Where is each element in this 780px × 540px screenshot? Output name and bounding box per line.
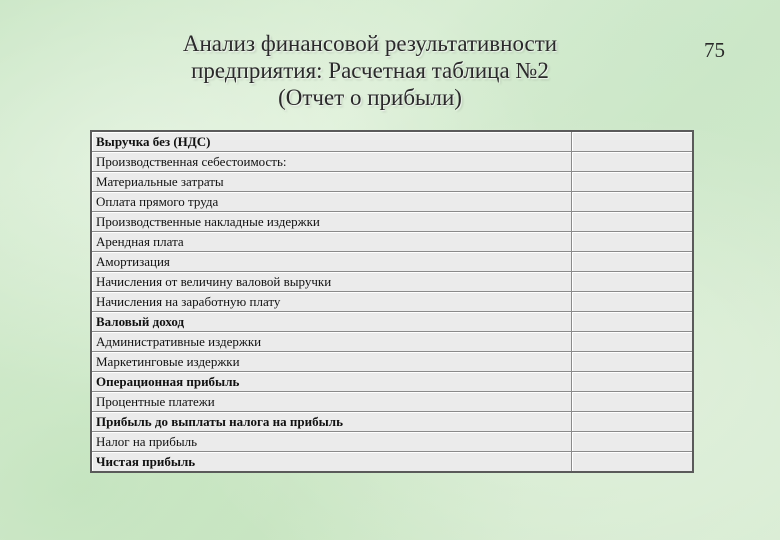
row-value-cell — [572, 332, 694, 352]
table-row — [91, 332, 693, 352]
table-row — [91, 192, 693, 212]
table-row — [91, 292, 693, 312]
table-row — [91, 131, 693, 152]
row-value-cell — [572, 212, 694, 232]
row-value-cell — [572, 352, 694, 372]
row-label: Маркетинговые издержки — [91, 352, 572, 372]
row-value-cell — [572, 172, 694, 192]
income-statement-table — [90, 130, 694, 473]
table-row — [91, 432, 693, 452]
table-row — [91, 412, 693, 432]
row-label: Производственная себестоимость: — [91, 152, 572, 172]
table-row — [91, 152, 693, 172]
row-label: Операционная прибыль — [91, 372, 572, 392]
row-label: Чистая прибыль — [91, 452, 572, 473]
row-label: Процентные платежи — [91, 392, 572, 412]
table-row — [91, 212, 693, 232]
title-line-1: Анализ финансовой результативности — [182, 31, 558, 56]
table-row — [91, 172, 693, 192]
row-label: Материальные затраты — [91, 172, 572, 192]
row-label: Амортизация — [91, 252, 572, 272]
table-row — [91, 392, 693, 412]
row-value-cell — [572, 292, 694, 312]
row-label: Оплата прямого труда — [91, 192, 572, 212]
row-value-cell — [572, 131, 694, 152]
table-row — [91, 312, 693, 332]
table-body — [91, 131, 693, 472]
row-label: Производственные накладные издержки — [91, 212, 572, 232]
row-label: Налог на прибыль — [91, 432, 572, 452]
row-value-cell — [572, 412, 694, 432]
row-label: Выручка без (НДС) — [91, 131, 572, 152]
slide-title — [120, 30, 620, 111]
table-row — [91, 272, 693, 292]
row-value-cell — [572, 372, 694, 392]
row-value-cell — [572, 432, 694, 452]
page-number: 75 — [704, 38, 725, 62]
table-row — [91, 352, 693, 372]
row-value-cell — [572, 252, 694, 272]
row-label: Административные издержки — [91, 332, 572, 352]
row-value-cell — [572, 312, 694, 332]
row-value-cell — [572, 192, 694, 212]
title-line-2: предприятия: Расчетная таблица №2 — [191, 58, 549, 83]
row-label: Валовый доход — [91, 312, 572, 332]
row-value-cell — [572, 152, 694, 172]
row-value-cell — [572, 392, 694, 412]
row-label: Начисления на заработную плату — [91, 292, 572, 312]
table-row — [91, 252, 693, 272]
table-row — [91, 232, 693, 252]
table-row — [91, 452, 693, 473]
row-value-cell — [572, 232, 694, 252]
title-line-3: (Отчет о прибыли) — [278, 85, 462, 110]
row-label: Прибыль до выплаты налога на прибыль — [91, 412, 572, 432]
row-value-cell — [572, 452, 694, 473]
row-label: Начисления от величину валовой выручки — [91, 272, 572, 292]
table-row — [91, 372, 693, 392]
row-value-cell — [572, 272, 694, 292]
row-label: Арендная плата — [91, 232, 572, 252]
